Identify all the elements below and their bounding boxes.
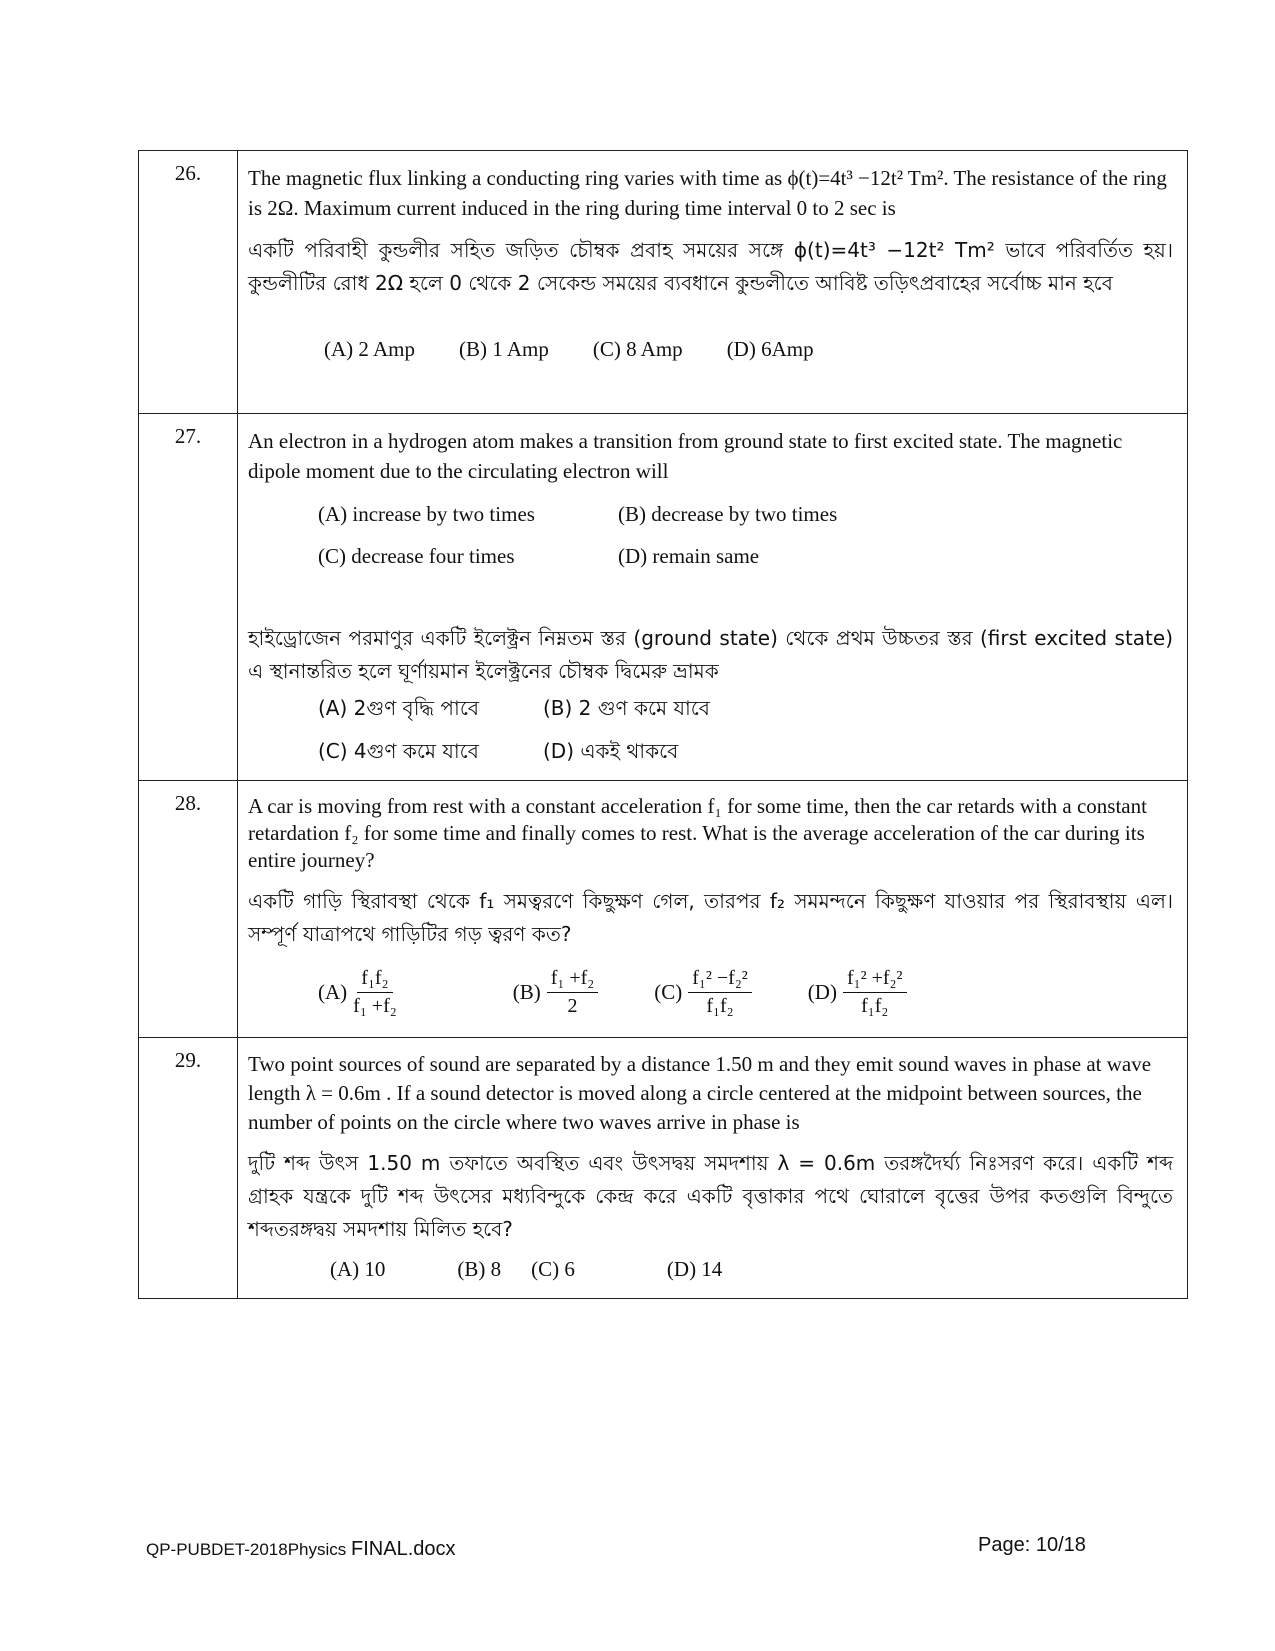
option-c: (C) 8 Amp: [592, 336, 683, 361]
footer-filename: [146, 1538, 456, 1561]
fraction: [547, 967, 599, 1018]
option-a-bn: (A) 2গুণ বৃদ্ধি পাবে: [318, 695, 479, 720]
option-b: (B) 8: [457, 1256, 502, 1281]
option-a: (A) $\frac{\text{f₁f₂}}{\text{f₁ +f₂}}$: [318, 966, 397, 1017]
question-body: [238, 780, 1188, 1037]
denominator: f₁f₂: [706, 994, 734, 1017]
footer-file-prefix: QP-PUBDET-2018Physics: [146, 1540, 347, 1559]
footer-file-suffix: FINAL.docx: [351, 1538, 456, 1560]
options-list: [318, 967, 1173, 1018]
question-number: 29.: [139, 1037, 238, 1298]
question-row-26: [139, 151, 1188, 414]
option-d: (D) 14: [666, 1256, 723, 1281]
fraction: [843, 967, 907, 1018]
option-a: (A) 2 Amp: [324, 336, 415, 361]
option-d-bn: (D) একই থাকবে: [543, 738, 679, 763]
option-c: (C) decrease four times: [318, 544, 515, 569]
question-body: [238, 151, 1188, 414]
option-a: (A) increase by two times: [318, 501, 535, 526]
page-number: Page: 10/18: [978, 1534, 1086, 1556]
question-row-29: [139, 1037, 1188, 1298]
question-text-bn: একটি গাড়ি স্থিরাবস্থা থেকে f₁ সমত্বরণে কিছুক্ষণ গেল, তারপর f₂ সমমন্দনে কিছুক্ষণ যাওয়ার পর স্থিরাবস্থায় এল। সম্পূর্ণ যাত্রাপথে গাড়িটির গড় ত্বরণ কত?: [248, 888, 1173, 946]
question-row-28: [139, 780, 1188, 1037]
numerator: f₁² −f₂²: [688, 967, 752, 993]
question-text-en: The magnetic flux linking a conducting ring varies with time as ϕ(t)=4t³ −12t² Tm². The resistance of the ring is 2Ω. Maximum current induced in the ring during time interval 0 to 2 sec is: [248, 166, 1167, 221]
question-number: 28.: [139, 780, 238, 1037]
numerator: f₁² +f₂²: [843, 967, 907, 993]
denominator: f₁f₂: [861, 994, 889, 1017]
question-body: [238, 414, 1188, 781]
option-b: (B) decrease by two times: [618, 501, 838, 526]
denominator: f₁ +f₂: [353, 994, 397, 1017]
denominator: 2: [567, 994, 578, 1017]
question-body: [238, 1037, 1188, 1298]
option-d: (D) 6Amp: [726, 336, 814, 361]
option-c-bn: (C) 4গুণ কমে যাবে: [318, 738, 479, 763]
question-text-bn: দুটি শব্দ উৎস 1.50 m তফাতে অবস্থিত এবং উৎসদ্বয় সমদশায় λ = 0.6m তরঙ্গদৈর্ঘ্য নিঃসরণ করে। একটি শব্দ গ্রাহক যন্ত্রকে দুটি শব্দ উৎসের মধ্যবিন্দুকে কেন্দ্র করে একটি বৃত্তাকার পথে ঘোরালে বৃত্তের উপর কতগুলি বিন্দুতে শব্দতরঙ্গদ্বয় সমদশায় মিলিত হবে?: [248, 1150, 1173, 1241]
question-row-27: [139, 414, 1188, 781]
options-list-bn: [318, 694, 1173, 766]
options-list: [318, 499, 1173, 572]
option-b: (B) $\frac{\text{f₁ +f₂}}{2}$: [513, 967, 599, 1018]
question-number: 27.: [139, 414, 238, 781]
options-list: [330, 1254, 1173, 1284]
option-b-bn: (B) 2 গুণ কমে যাবে: [543, 695, 710, 720]
fraction: [688, 967, 752, 1018]
question-table: [138, 150, 1188, 1299]
option-d: (D) remain same: [618, 544, 760, 569]
question-text-bn: একটি পরিবাহী কুন্ডলীর সহিত জড়িত চৌম্বক প্রবাহ সময়ের সঙ্গে ϕ(t)=4t³ −12t² Tm² ভাবে পরিবর্তিত হয়। কুন্ডলীটির রোধ 2Ω হলে 0 থেকে 2 সেকেন্ড সময়ের ব্যবধানে কুন্ডলীতে আবিষ্ট তড়িৎপ্রবাহের সর্বোচ্চ মান হবে: [248, 237, 1173, 295]
option-b: (B) 1 Amp: [459, 336, 549, 361]
question-text-bn: হাইড্রোজেন পরমাণুর একটি ইলেক্ট্রন নিম্নতম স্তর (ground state) থেকে প্রথম উচ্চতর স্তর (first excited state) এ স্থানান্তরিত হলে ঘূর্ণায়মান ইলেক্ট্রনের চৌম্বক দ্বিমেরু ভ্রামক: [248, 625, 1173, 683]
option-c: (C) $\frac{\text{f₁² −f₂²}}{\text{f₁f₂}}$: [654, 967, 752, 1018]
option-a: (A) 10: [330, 1256, 386, 1281]
question-text-en: Two point sources of sound are separated by a distance 1.50 m and they emit sound waves in phase at wave length λ = 0.6m . If a sound detector is moved along a circle centered at the midpoint between sources, the number of points on the circle where two waves arrive in phase is: [248, 1051, 1152, 1134]
question-number: 26.: [139, 151, 238, 414]
options-list: [324, 334, 1173, 364]
numerator: f₁f₂: [357, 967, 392, 993]
option-c: (C) 6: [531, 1256, 575, 1281]
fraction: [353, 967, 397, 1018]
question-text-en: An electron in a hydrogen atom makes a transition from ground state to first excited state. The magnetic dipole moment due to the circulating electron will: [248, 429, 1123, 484]
numerator: f₁ +f₂: [547, 967, 599, 993]
option-d: (D) $\frac{\text{f₁² +f₂²}}{\text{f₁f₂}}$: [808, 967, 907, 1018]
question-text-en: A car is moving from rest with a constant acceleration f₁ for some time, then the car retards with a constant retardation f₂ for some time and finally comes to rest. What is the average acceleration of the car during its entire journey?: [248, 793, 1147, 873]
